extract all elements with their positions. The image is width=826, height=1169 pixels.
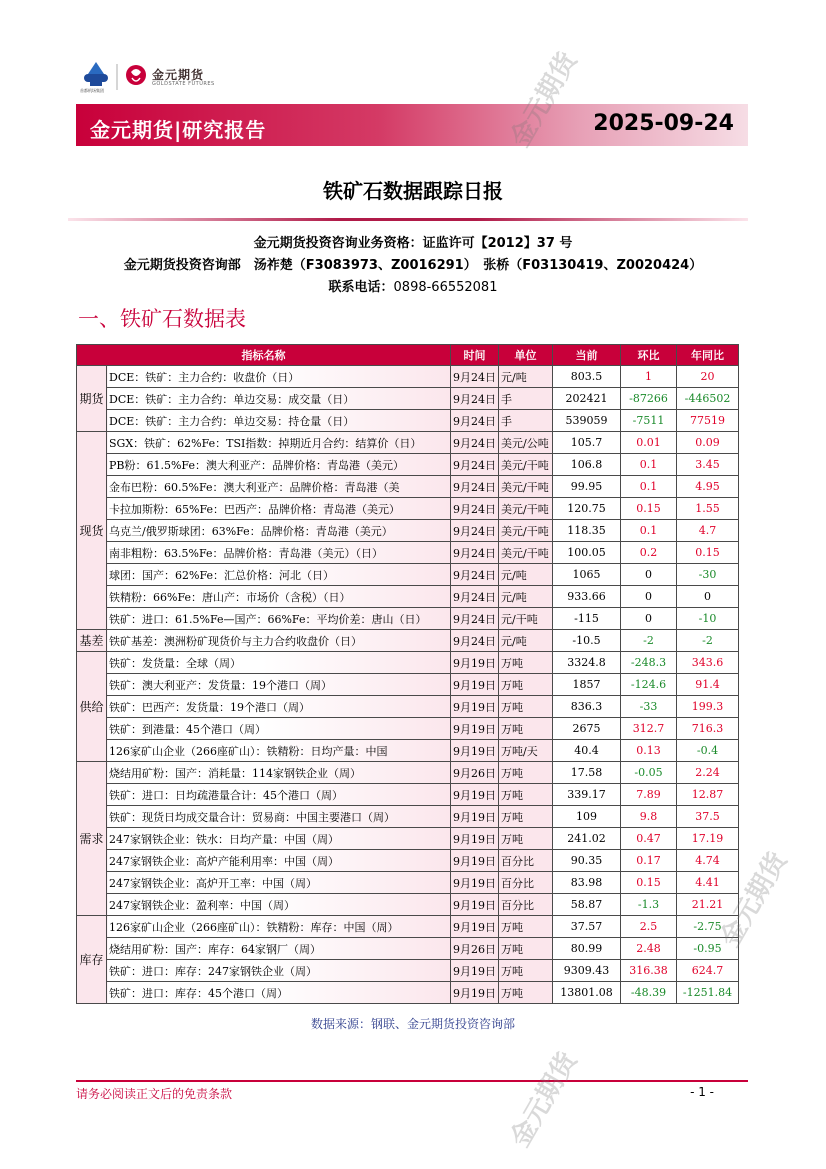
table-row: [77, 498, 739, 520]
date-cell: 9月24日: [451, 608, 499, 630]
indicator-name-cell: 铁矿：到港量：45个港口（周）: [107, 718, 451, 740]
yoy-change-cell: 4.95: [677, 476, 739, 498]
current-value-cell: 100.05: [553, 542, 621, 564]
yoy-change-cell: 4.41: [677, 872, 739, 894]
mom-change-cell: 0.13: [621, 740, 677, 762]
mom-change-cell: 9.8: [621, 806, 677, 828]
mom-change-cell: 0.1: [621, 520, 677, 542]
current-value-cell: 1065: [553, 564, 621, 586]
table-row: [77, 894, 739, 916]
indicator-name-cell: 卡拉加斯粉：65%Fe：巴西产：品牌价格：青岛港（美元）: [107, 498, 451, 520]
unit-cell: 万吨: [499, 806, 553, 828]
unit-cell: 百分比: [499, 850, 553, 872]
indicator-name-cell: 铁矿：进口：61.5%Fe—国产：66%Fe：平均价差：唐山（日）: [107, 608, 451, 630]
table-body: [77, 366, 739, 1004]
date-cell: 9月19日: [451, 696, 499, 718]
date-cell: 9月24日: [451, 542, 499, 564]
mom-change-cell: 0: [621, 564, 677, 586]
current-value-cell: 90.35: [553, 850, 621, 872]
section-title: 一、铁矿石数据表: [78, 307, 246, 331]
current-value-cell: 37.57: [553, 916, 621, 938]
unit-cell: 万吨: [499, 982, 553, 1004]
mom-change-cell: 0.01: [621, 432, 677, 454]
table-row: [77, 432, 739, 454]
current-value-cell: 83.98: [553, 872, 621, 894]
table-row: [77, 696, 739, 718]
yoy-change-cell: 343.6: [677, 652, 739, 674]
table-row: [77, 762, 739, 784]
yoy-change-cell: 12.87: [677, 784, 739, 806]
unit-cell: 万吨: [499, 652, 553, 674]
date-cell: 9月19日: [451, 828, 499, 850]
authors-line: 金元期货投资咨询部 汤祚楚（F3083973、Z0016291） 张桥（F03130419、Z0020424）: [123, 258, 703, 273]
table-row: [77, 476, 739, 498]
unit-cell: 万吨: [499, 762, 553, 784]
yoy-change-cell: 37.5: [677, 806, 739, 828]
date-cell: 9月19日: [451, 850, 499, 872]
date-cell: 9月19日: [451, 718, 499, 740]
mom-change-cell: 0.15: [621, 498, 677, 520]
date-cell: 9月19日: [451, 652, 499, 674]
indicator-name-cell: DCE：铁矿：主力合约：收盘价（日）: [107, 366, 451, 388]
unit-cell: 元/吨: [499, 630, 553, 652]
yoy-change-cell: 199.3: [677, 696, 739, 718]
indicator-name-cell: DCE：铁矿：主力合约：单边交易：成交量（日）: [107, 388, 451, 410]
table-row: [77, 740, 739, 762]
date-cell: 9月24日: [451, 410, 499, 432]
indicator-name-cell: 南非粗粉：63.5%Fe：品牌价格：青岛港（美元）（日）: [107, 542, 451, 564]
indicator-name-cell: DCE：铁矿：主力合约：单边交易：持仓量（日）: [107, 410, 451, 432]
current-value-cell: 58.87: [553, 894, 621, 916]
yoy-change-cell: 4.7: [677, 520, 739, 542]
indicator-name-cell: 球团：国产：62%Fe：汇总价格：河北（日）: [107, 564, 451, 586]
unit-cell: 美元/干吨: [499, 520, 553, 542]
unit-cell: 元/吨: [499, 366, 553, 388]
report-date: 2025-09-24: [593, 111, 734, 136]
mom-change-cell: -2: [621, 630, 677, 652]
indicator-name-cell: SGX：铁矿：62%Fe：TSI指数：掉期近月合约：结算价（日）: [107, 432, 451, 454]
header-date: 时间: [451, 345, 499, 366]
indicator-name-cell: 烧结用矿粉：国产：库存：64家钢厂（周）: [107, 938, 451, 960]
document-title: 铁矿石数据跟踪日报: [323, 179, 503, 203]
unit-cell: 美元/干吨: [499, 476, 553, 498]
current-value-cell: 803.5: [553, 366, 621, 388]
unit-cell: 万吨: [499, 960, 553, 982]
date-cell: 9月24日: [451, 520, 499, 542]
category-cell: 现货: [77, 432, 107, 630]
yoy-change-cell: 0.09: [677, 432, 739, 454]
watermark: 金元期货: [505, 47, 584, 153]
date-cell: 9月19日: [451, 894, 499, 916]
category-cell: 库存: [77, 916, 107, 1004]
current-value-cell: 80.99: [553, 938, 621, 960]
date-cell: 9月19日: [451, 784, 499, 806]
date-cell: 9月19日: [451, 916, 499, 938]
category-cell: 期货: [77, 366, 107, 432]
mom-change-cell: 312.7: [621, 718, 677, 740]
yoy-change-cell: -2: [677, 630, 739, 652]
unit-cell: 万吨: [499, 696, 553, 718]
current-value-cell: 3324.8: [553, 652, 621, 674]
unit-cell: 元/吨: [499, 586, 553, 608]
current-value-cell: 1857: [553, 674, 621, 696]
yoy-change-cell: -446502: [677, 388, 739, 410]
indicator-name-cell: 铁矿：进口：日均疏港量合计：45个港口（周）: [107, 784, 451, 806]
current-value-cell: 105.7: [553, 432, 621, 454]
current-value-cell: 241.02: [553, 828, 621, 850]
yoy-change-cell: -0.4: [677, 740, 739, 762]
table-row: [77, 652, 739, 674]
date-cell: 9月26日: [451, 938, 499, 960]
yoy-change-cell: -1251.84: [677, 982, 739, 1004]
header-indicator-name: 指标名称: [77, 345, 451, 366]
table-row: [77, 806, 739, 828]
mom-change-cell: -33: [621, 696, 677, 718]
table-row: [77, 454, 739, 476]
category-cell: 需求: [77, 762, 107, 916]
date-cell: 9月19日: [451, 674, 499, 696]
yoy-change-cell: 20: [677, 366, 739, 388]
indicator-name-cell: 247家钢铁企业：铁水：日均产量：中国（周）: [107, 828, 451, 850]
mom-change-cell: -87266: [621, 388, 677, 410]
date-cell: 9月19日: [451, 806, 499, 828]
unit-cell: 手: [499, 388, 553, 410]
table-row: [77, 674, 739, 696]
table-row: [77, 850, 739, 872]
indicator-name-cell: 247家钢铁企业：盈利率：中国（周）: [107, 894, 451, 916]
indicator-name-cell: 铁矿：现货日均成交量合计：贸易商：中国主要港口（周）: [107, 806, 451, 828]
yoy-change-cell: 4.74: [677, 850, 739, 872]
date-cell: 9月24日: [451, 388, 499, 410]
current-value-cell: 13801.08: [553, 982, 621, 1004]
unit-cell: 万吨: [499, 674, 553, 696]
watermark: 金元期货: [505, 1047, 584, 1153]
header-unit: 单位: [499, 345, 553, 366]
unit-cell: 百分比: [499, 872, 553, 894]
table-row: [77, 938, 739, 960]
table-row: [77, 828, 739, 850]
current-value-cell: 933.66: [553, 586, 621, 608]
indicator-name-cell: 247家钢铁企业：高炉产能利用率：中国（周）: [107, 850, 451, 872]
current-value-cell: 120.75: [553, 498, 621, 520]
date-cell: 9月19日: [451, 960, 499, 982]
unit-cell: 美元/干吨: [499, 454, 553, 476]
iron-ore-data-table: [76, 344, 739, 1004]
mom-change-cell: 0: [621, 608, 677, 630]
unit-cell: 万吨: [499, 828, 553, 850]
mom-change-cell: 0.47: [621, 828, 677, 850]
current-value-cell: 106.8: [553, 454, 621, 476]
yoy-change-cell: 91.4: [677, 674, 739, 696]
indicator-name-cell: 126家矿山企业（266座矿山）：铁精粉：日均产量：中国: [107, 740, 451, 762]
data-source: 数据来源：钢联、金元期货投资咨询部: [310, 1017, 515, 1031]
contact-label: 联系电话：: [328, 280, 394, 295]
mom-change-cell: 0.15: [621, 872, 677, 894]
mom-change-cell: -7511: [621, 410, 677, 432]
watermark: 金元期货: [715, 847, 794, 953]
table-row: [77, 366, 739, 388]
unit-cell: 万吨: [499, 916, 553, 938]
page-number: - 1 -: [690, 1085, 714, 1099]
unit-cell: 美元/公吨: [499, 432, 553, 454]
header-yoy: 年同比: [677, 345, 739, 366]
indicator-name-cell: PB粉：61.5%Fe：澳大利亚产：品牌价格：青岛港（美元）: [107, 454, 451, 476]
date-cell: 9月24日: [451, 454, 499, 476]
table-row: [77, 630, 739, 652]
yoy-change-cell: 17.19: [677, 828, 739, 850]
mom-change-cell: 0: [621, 586, 677, 608]
mom-change-cell: -0.05: [621, 762, 677, 784]
date-cell: 9月24日: [451, 498, 499, 520]
current-value-cell: 339.17: [553, 784, 621, 806]
table-header-row: [77, 345, 739, 366]
footer-disclaimer: 请务必阅读正文后的免责条款: [76, 1087, 233, 1101]
mom-change-cell: 0.17: [621, 850, 677, 872]
table-row: [77, 410, 739, 432]
unit-cell: 万吨: [499, 784, 553, 806]
indicator-name-cell: 铁矿：巴西产：发货量：19个港口（周）: [107, 696, 451, 718]
mom-change-cell: 7.89: [621, 784, 677, 806]
date-cell: 9月26日: [451, 762, 499, 784]
current-value-cell: 118.35: [553, 520, 621, 542]
mom-change-cell: 0.1: [621, 476, 677, 498]
yoy-change-cell: 21.21: [677, 894, 739, 916]
unit-cell: 万吨: [499, 938, 553, 960]
current-value-cell: 99.95: [553, 476, 621, 498]
unit-cell: 美元/干吨: [499, 542, 553, 564]
yoy-change-cell: -2.75: [677, 916, 739, 938]
airport-group-logo-icon: [84, 62, 108, 86]
date-cell: 9月19日: [451, 982, 499, 1004]
yoy-change-cell: 0.15: [677, 542, 739, 564]
current-value-cell: 2675: [553, 718, 621, 740]
table-row: [77, 388, 739, 410]
yoy-change-cell: 624.7: [677, 960, 739, 982]
logo-left-caption: 首都机场集团: [80, 88, 104, 93]
mom-change-cell: 2.5: [621, 916, 677, 938]
goldstate-logo-icon: [126, 65, 146, 85]
yoy-change-cell: 2.24: [677, 762, 739, 784]
contact-line: [0, 276, 826, 295]
table-row: [77, 960, 739, 982]
unit-cell: 万吨: [499, 718, 553, 740]
current-value-cell: 17.58: [553, 762, 621, 784]
mom-change-cell: 0.2: [621, 542, 677, 564]
indicator-name-cell: 烧结用矿粉：国产：消耗量：114家钢铁企业（周）: [107, 762, 451, 784]
unit-cell: 手: [499, 410, 553, 432]
table-row: [77, 982, 739, 1004]
date-cell: 9月24日: [451, 630, 499, 652]
date-cell: 9月19日: [451, 872, 499, 894]
mom-change-cell: 1: [621, 366, 677, 388]
current-value-cell: 40.4: [553, 740, 621, 762]
title-divider: [68, 218, 748, 221]
current-value-cell: -10.5: [553, 630, 621, 652]
indicator-name-cell: 126家矿山企业（266座矿山）：铁精粉：库存：中国（周）: [107, 916, 451, 938]
date-cell: 9月24日: [451, 564, 499, 586]
indicator-name-cell: 乌克兰/俄罗斯球团：63%Fe：品牌价格：青岛港（美元）: [107, 520, 451, 542]
qualification-line: 金元期货投资咨询业务资格：证监许可【2012】37 号: [253, 236, 573, 251]
unit-cell: 元/干吨: [499, 608, 553, 630]
unit-cell: 美元/干吨: [499, 498, 553, 520]
table-row: [77, 784, 739, 806]
mom-change-cell: -124.6: [621, 674, 677, 696]
yoy-change-cell: -30: [677, 564, 739, 586]
mom-change-cell: -1.3: [621, 894, 677, 916]
yoy-change-cell: -0.95: [677, 938, 739, 960]
current-value-cell: 109: [553, 806, 621, 828]
date-cell: 9月24日: [451, 432, 499, 454]
table-row: [77, 542, 739, 564]
table-row: [77, 608, 739, 630]
date-cell: 9月24日: [451, 476, 499, 498]
table-row: [77, 564, 739, 586]
indicator-name-cell: 铁矿：发货量：全球（周）: [107, 652, 451, 674]
table-row: [77, 916, 739, 938]
category-cell: 基差: [77, 630, 107, 652]
date-cell: 9月19日: [451, 740, 499, 762]
mom-change-cell: -248.3: [621, 652, 677, 674]
yoy-change-cell: 716.3: [677, 718, 739, 740]
indicator-name-cell: 铁矿：进口：库存：45个港口（周）: [107, 982, 451, 1004]
unit-cell: 元/吨: [499, 564, 553, 586]
yoy-change-cell: 3.45: [677, 454, 739, 476]
header-mom: 环比: [621, 345, 677, 366]
report-series-title: 金元期货|研究报告: [90, 118, 267, 142]
yoy-change-cell: 0: [677, 586, 739, 608]
logo-name: 金元期货: [152, 68, 205, 82]
mom-change-cell: 2.48: [621, 938, 677, 960]
indicator-name-cell: 铁精粉：66%Fe：唐山产：市场价（含税）（日）: [107, 586, 451, 608]
yoy-change-cell: -10: [677, 608, 739, 630]
current-value-cell: -115: [553, 608, 621, 630]
indicator-name-cell: 铁矿：澳大利亚产：发货量：19个港口（周）: [107, 674, 451, 696]
table-row: [77, 872, 739, 894]
table-row: [77, 520, 739, 542]
date-cell: 9月24日: [451, 366, 499, 388]
category-cell: 供给: [77, 652, 107, 762]
unit-cell: 万吨/天: [499, 740, 553, 762]
indicator-name-cell: 金布巴粉：60.5%Fe：澳大利亚产：品牌价格：青岛港（美: [107, 476, 451, 498]
current-value-cell: 836.3: [553, 696, 621, 718]
contact-phone: 0898-66552081: [393, 280, 498, 295]
yoy-change-cell: 1.55: [677, 498, 739, 520]
header-current: 当前: [553, 345, 621, 366]
yoy-change-cell: 77519: [677, 410, 739, 432]
table-row: [77, 586, 739, 608]
mom-change-cell: -48.39: [621, 982, 677, 1004]
indicator-name-cell: 铁矿基差：澳洲粉矿现货价与主力合约收盘价（日）: [107, 630, 451, 652]
current-value-cell: 9309.43: [553, 960, 621, 982]
current-value-cell: 202421: [553, 388, 621, 410]
table-row: [77, 718, 739, 740]
footer-divider: [76, 1080, 748, 1082]
unit-cell: 百分比: [499, 894, 553, 916]
date-cell: 9月24日: [451, 586, 499, 608]
indicator-name-cell: 铁矿：进口：库存：247家钢铁企业（周）: [107, 960, 451, 982]
indicator-name-cell: 247家钢铁企业：高炉开工率：中国（周）: [107, 872, 451, 894]
mom-change-cell: 0.1: [621, 454, 677, 476]
current-value-cell: 539059: [553, 410, 621, 432]
mom-change-cell: 316.38: [621, 960, 677, 982]
logo-english-name: GOLDSTATE FUTURES: [152, 81, 215, 87]
